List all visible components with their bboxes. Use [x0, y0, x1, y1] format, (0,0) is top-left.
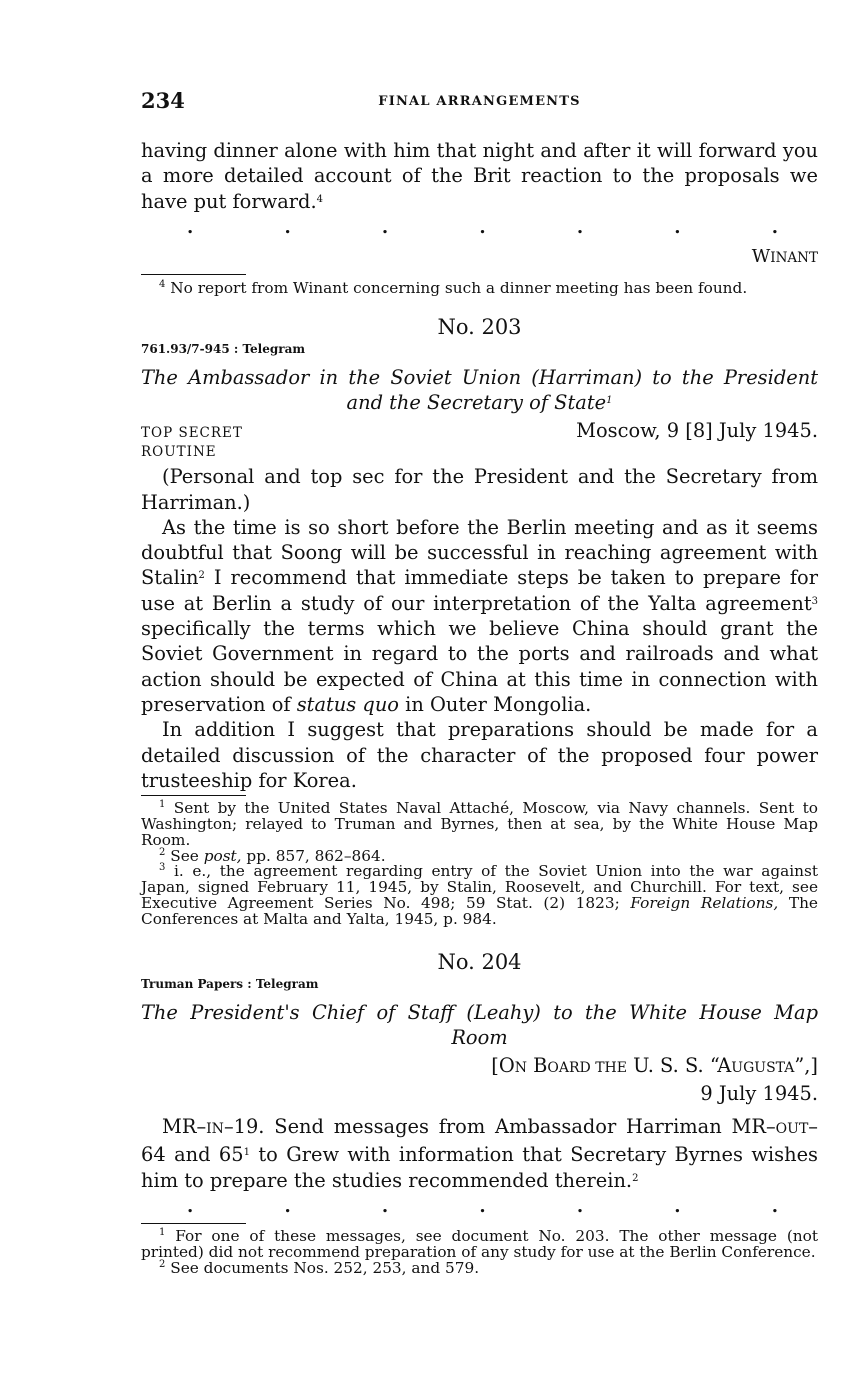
doc-number-204: No. 204: [437, 949, 522, 974]
page-number: 234: [141, 88, 185, 113]
footnote-rule: [141, 274, 246, 275]
footnote-rule: [141, 1223, 246, 1224]
footnote-4: $^4$ No report from Winant concerning such a dinner meeting has been found.: [159, 278, 748, 297]
running-title: FINAL ARRANGEMENTS: [378, 94, 581, 109]
footnote-203-3: $^3$ i. e., the agreement regarding entry of the Soviet Union into the war against Japan, signed February 11, 1945, by Stalin, Roosevelt, and Churchill. For text, see Executive Agreement Series No. 498; 59 Stat. (2) 1823; Foreign Relations, The Conferences at Malta and Yalta, 1945, p. 984.: [141, 862, 818, 928]
paragraph-203-2: As the time is so short before the Berlin meeting and as it seems doubtful that Soong will be successful in reaching agreement with Stalin$^2$ I recommend that immediate steps be taken to prepare for use at Berlin a study of our interpretation of the Yalta agreement$^3$ specifically the terms which we believe China should grant the Soviet Government in regard to the ports and railroads and what action should be expected of China at this time in connection with preservation of status quo in Outer Mongolia.: [141, 515, 818, 716]
footnote-204-2: $^2$ See documents Nos. 252, 253, and 579.: [159, 1258, 480, 1277]
footnote-204-1: $^1$ For one of these messages, see document No. 203. The other message (not printed) did not recommend preparation of any study for use at the Berlin Conference.: [141, 1227, 818, 1261]
paragraph-203-3: In addition I suggest that preparations should be made for a detailed discussion of the character of the proposed four power trusteeship for Korea.: [141, 718, 818, 792]
ellipsis-row: . . . . . . .: [187, 216, 778, 238]
file-ref-203: 761.93/7-945 : Telegram: [141, 341, 306, 356]
dateline-203: Moscow, 9 [8] July 1945.: [576, 419, 818, 443]
document-page: [141, 86, 818, 1276]
doc-number-203: No. 203: [437, 314, 522, 339]
priority-label: ROUTINE: [141, 444, 217, 461]
classification-row: [141, 419, 818, 442]
carryover-paragraph: having dinner alone with him that night and after it will forward you a more detailed account of the Brit reaction to the proposals we have put forward.$^4$: [141, 139, 818, 213]
date-line-204: 9 July 1945.: [700, 1082, 818, 1106]
classification-label: TOP SECRET: [141, 425, 243, 442]
signature-winant: WINANT: [751, 245, 818, 267]
footnote-203-2: $^2$ See post, pp. 857, 862–864.: [159, 846, 386, 865]
doc-title-204: The President's Chief of Staff (Leahy) to the White House Map Room: [141, 1000, 818, 1049]
ellipsis-row: . . . . . . .: [187, 1196, 778, 1217]
paragraph-203-1: (Personal and top sec for the President and the Secretary from Harriman.): [141, 465, 818, 514]
footnote-203-1: $^1$ Sent by the United States Naval Attaché, Moscow, via Navy channels. Sent to Washington; relayed to Truman and Byrnes, then at sea, by the White House Map Room.: [141, 799, 818, 849]
place-line-204: [ON BOARD THE U. S. S. “AUGUSTA”,]: [491, 1054, 818, 1078]
doc-title-203: The Ambassador in the Soviet Union (Harriman) to the President and the Secretary of State$^1$: [141, 365, 818, 414]
file-ref-204: Truman Papers : Telegram: [141, 976, 319, 991]
running-head: [141, 86, 818, 120]
footnote-rule: [141, 795, 246, 796]
paragraph-204-1: MR–IN–19. Send messages from Ambassador Harriman MR–OUT–64 and $65^1$ to Grew with information that Secretary Byrnes wishes him to prepare the studies recommended therein.$^2$: [141, 1115, 818, 1192]
